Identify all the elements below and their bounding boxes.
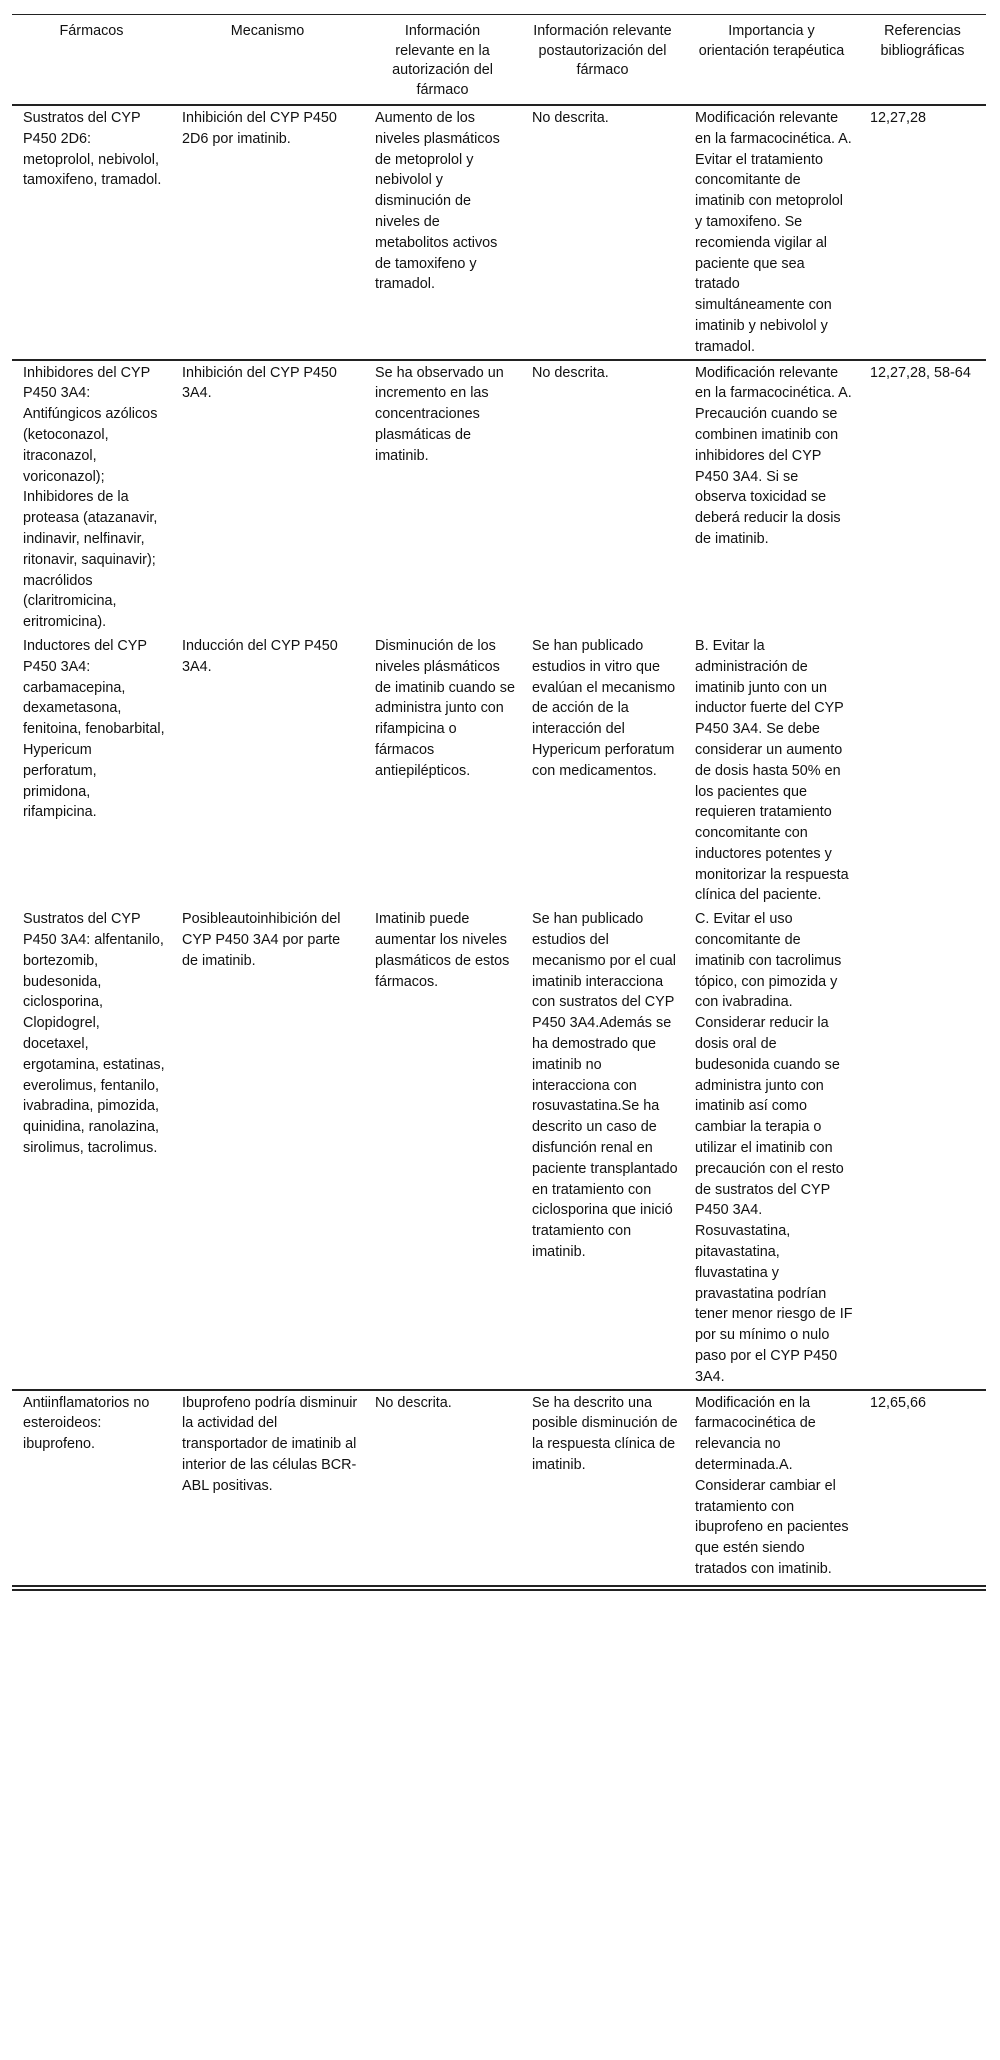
cell-referencias: 12,65,66 [870, 1394, 927, 1411]
cell-farmacos: Sustratos del CYP P450 2D6: metoprolol, nebivolol, tamoxifeno, tramadol. [23, 110, 162, 189]
cell-referencias [859, 634, 986, 907]
cell-importancia: B. Evitar la administración de imatinib junto con un inductor fuerte del CYP P450 3A4. Se debe considerar un aumento de dosis hasta 50% en los pacientes que requieren tratamiento concomitante con inductores potentes y monitorizar la respuesta clínica del paciente. [695, 637, 849, 904]
table-header [12, 15, 986, 106]
cell-mecanismo: Posibleautoinhibición del CYP P450 3A4 por parte de imatinib. [182, 911, 341, 969]
cell-importancia: C. Evitar el uso concomitante de imatinib con tacrolimus tópico, con pimozida y con ivabradina. Considerar reducir la dosis oral de budesonida cuando se administra junto con imatinib así como cambiar la terapia o utilizar el imatinib con precaución con el resto de sustratos del CYP P450 3A4. Rosuvastatina, pitavastatina, fluvastatina y pravastatina podrían tener menor riesgo de IF por su mínimo o nulo paso por el CYP P450 3A4. [695, 911, 853, 1385]
table-row [12, 634, 986, 907]
cell-mecanismo: Inhibición del CYP P450 3A4. [182, 364, 337, 402]
cell-farmacos: Antiinflamatorios no esteroideos: ibuprofeno. [23, 1394, 150, 1453]
cell-referencias [859, 907, 986, 1389]
table-row [12, 105, 986, 360]
cell-importancia: Modificación relevante en la farmacocinética. A. Precaución cuando se combinen imatinib con inhibidores del CYP P450 3A4. Si se observa toxicidad se deberá reducir la dosis de imatinib. [695, 364, 852, 547]
cell-info-autorizacion: Se ha observado un incremento en las concentraciones plasmáticas de imatinib. [375, 364, 504, 464]
header-farmacos: Fármacos [59, 23, 124, 39]
cell-referencias: 12,27,28, 58-64 [870, 364, 971, 381]
cell-mecanismo: Ibuprofeno podría disminuir la actividad del transportador de imatinib al interior de las células BCR-ABL positivas. [182, 1394, 358, 1494]
cell-farmacos: Inductores del CYP P450 3A4: carbamacepina, dexametasona, fenitoina, fenobarbital, Hypericum perforatum, primidona, rifampicina. [23, 637, 165, 821]
table-row [12, 907, 986, 1389]
header-mecanismo: Mecanismo [230, 23, 305, 39]
table-row [12, 1390, 986, 1581]
cell-referencias: 12,27,28 [870, 110, 927, 126]
table-bottom-rule [12, 1585, 986, 1587]
cell-farmacos: Inhibidores del CYP P450 3A4: Antifúngicos azólicos (ketoconazol, itraconazol, voriconazol); Inhibidores de la proteasa (atazanavir, indinavir, nelfinavir, ritonavir, saquinavir); macrólidos (claritromicina, eritromicina). [23, 364, 158, 631]
cell-info-autorizacion: No descrita. [375, 1394, 452, 1411]
cell-info-autorizacion: Aumento de los niveles plasmáticos de metoprolol y nebivolol y disminución de niveles de metabolitos activos de tamoxifeno y tramadol. [375, 110, 500, 293]
cell-mecanismo: Inducción del CYP P450 3A4. [182, 637, 338, 675]
cell-importancia: Modificación en la farmacocinética de relevancia no determinada.A. Considerar cambiar el tratamiento con ibuprofeno en pacientes que estén siendo tratados con imatinib. [695, 1394, 849, 1577]
table-bottom-rule [12, 1589, 986, 1591]
cell-info-postautorizacion: Se han publicado estudios in vitro que evalúan el mecanismo de acción de la interacción del Hypericum perforatum con medicamentos. [532, 637, 676, 779]
header-referencias: Referencias bibliográficas [880, 23, 965, 59]
cell-farmacos: Sustratos del CYP P450 3A4: alfentanilo, bortezomib, budesonida, ciclosporina, Clopidogrel, docetaxel, ergotamina, estatinas, everolimus, fentanilo, ivabradina, pimozida, quinidina, ranolazina, sirolimus, tacrolimus. [23, 911, 165, 1157]
cell-info-postautorizacion: No descrita. [532, 110, 609, 126]
cell-info-autorizacion: Disminución de los niveles plásmáticos de imatinib cuando se administra junto con rifampicina o fármacos antiepilépticos. [375, 637, 515, 779]
header-row [12, 15, 986, 106]
cell-importancia: Modificación relevante en la farmacocinética. A. Evitar el tratamiento concomitante de imatinib con metoprolol y tamoxifeno. Se recomienda vigilar al paciente que sea tratado simultáneamente con imatinib y nebivolol y tramadol. [695, 110, 852, 355]
table-row [12, 360, 986, 634]
cell-mecanismo: Inhibición del CYP P450 2D6 por imatinib. [182, 110, 337, 147]
header-importancia: Importancia y orientación terapéutica [698, 23, 845, 59]
header-info-autorizacion: Información relevante en la autorización del fármaco [392, 23, 493, 98]
header-info-postautorizacion: Información relevante postautorización del fármaco [533, 23, 672, 78]
cell-info-autorizacion: Imatinib puede aumentar los niveles plasmáticos de estos fármacos. [375, 911, 510, 990]
drug-interactions-table [12, 14, 986, 1581]
cell-info-postautorizacion: Se ha descrito una posible disminución de la respuesta clínica de imatinib. [532, 1394, 678, 1473]
cell-info-postautorizacion: No descrita. [532, 364, 609, 381]
cell-info-postautorizacion: Se han publicado estudios del mecanismo por el cual imatinib interacciona con sustratos del CYP P450 3A4.Además se ha demostrado que imatinib no interacciona con rosuvastatina.Se ha descrito un caso de disfunción renal en paciente transplantado en tratamiento con ciclosporina que inició tratamiento con imatinib. [532, 911, 678, 1261]
table-body [12, 105, 986, 1581]
